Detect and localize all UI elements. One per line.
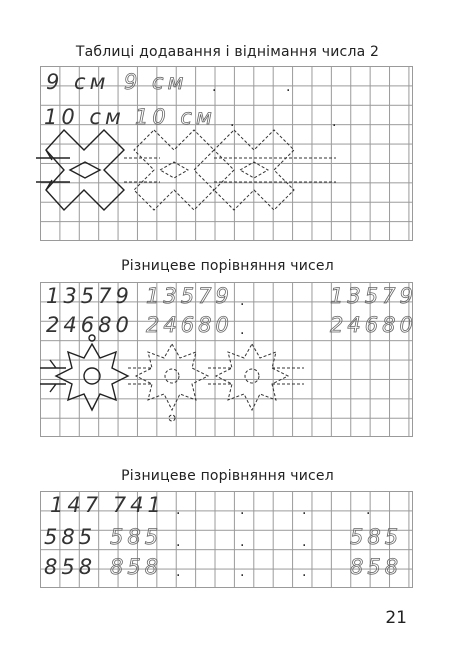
section3-title: Різницеве порівняння чисел xyxy=(121,468,334,484)
section3-row3-trace: 858 xyxy=(110,555,163,579)
dot: . xyxy=(176,502,181,518)
section3-row2-trace-end: 585 xyxy=(350,525,403,549)
section2-row2-trace: 24680 xyxy=(146,313,233,337)
sun-ornament-trace-1 xyxy=(128,344,208,421)
dot: . xyxy=(302,502,307,518)
section1-row1-solid: 9 см xyxy=(46,70,110,94)
dot: . xyxy=(240,322,245,338)
star-ornament-trace-2 xyxy=(214,130,336,210)
star-ornament-row xyxy=(46,130,296,230)
section2-row-2 xyxy=(40,313,417,338)
section1-row-2 xyxy=(40,105,412,130)
section2-title: Різницеве порівняння чисел xyxy=(121,258,334,274)
section1-title: Таблиці додавання і віднімання числа 2 xyxy=(75,44,380,60)
section2-row1-trace-end: 13579 xyxy=(330,284,417,308)
dot: . xyxy=(240,564,245,580)
dot: . xyxy=(302,534,307,550)
section3-grid xyxy=(40,491,413,588)
section2-row-1 xyxy=(40,284,417,309)
dot: . xyxy=(176,534,181,550)
dot: . xyxy=(240,293,245,309)
section1-row2-trace: 10 см xyxy=(135,105,216,129)
section1-row1-trace: 9 см xyxy=(124,70,188,94)
section3-row2-solid: 585 xyxy=(44,525,97,549)
section3-row1-solid: 147 741 xyxy=(50,493,165,517)
star-ornament-trace-1 xyxy=(124,130,214,210)
page-number: 21 xyxy=(385,608,407,628)
star-ornament-solid xyxy=(36,130,124,210)
sun-ornament-trace-2 xyxy=(208,344,304,410)
section2-row1-trace: 13579 xyxy=(146,284,233,308)
section3-row2-trace: 585 xyxy=(110,525,163,549)
dot: . xyxy=(230,114,235,130)
section3-row-1 xyxy=(40,493,412,518)
section3-row-3 xyxy=(40,555,412,580)
section2-row1-solid: 13579 xyxy=(46,284,133,308)
sun-ornament-row xyxy=(44,342,304,432)
dot: . xyxy=(286,79,291,95)
section2-grid xyxy=(40,282,417,437)
section1-row-1 xyxy=(40,70,412,95)
dot: . xyxy=(240,534,245,550)
section3-row3-solid: 858 xyxy=(44,555,97,579)
section3-row3-trace-end: 858 xyxy=(350,555,403,579)
section1-row2-solid: 10 см xyxy=(44,105,125,129)
section2-row2-trace-end: 24680 xyxy=(330,313,417,337)
sun-ornament-solid xyxy=(40,335,128,410)
section2-row2-solid: 24680 xyxy=(46,313,133,337)
dot: . xyxy=(302,564,307,580)
dot: . xyxy=(212,79,217,95)
section3-row-2 xyxy=(40,525,412,550)
section1-grid xyxy=(40,66,413,241)
dot: . xyxy=(240,502,245,518)
dot: . xyxy=(176,564,181,580)
dot: . xyxy=(332,114,337,130)
dot: . xyxy=(366,502,371,518)
